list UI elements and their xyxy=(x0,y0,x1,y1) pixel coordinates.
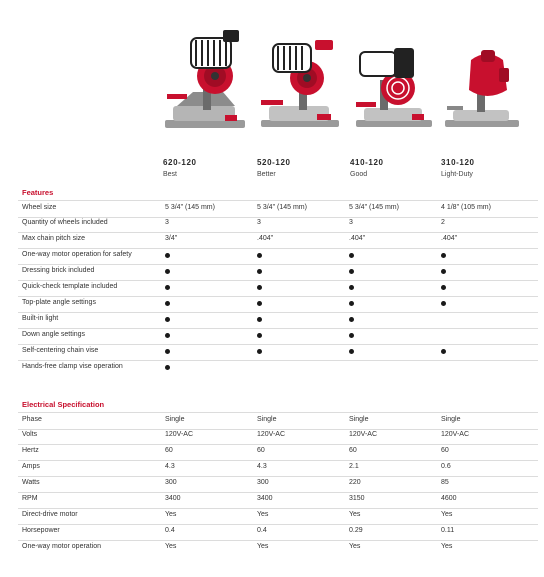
cell-value: .404" xyxy=(441,235,458,242)
cell-value: Single xyxy=(165,416,185,423)
product-grade: Best xyxy=(163,171,178,178)
cell-value: 120V-AC xyxy=(349,431,378,438)
product-model: 410-120 xyxy=(350,158,384,167)
cell-value: 120V-AC xyxy=(257,431,286,438)
table-row xyxy=(18,428,538,445)
product-model: 310-120 xyxy=(441,158,475,167)
row-label: Down angle settings xyxy=(22,331,86,338)
cell-value: 60 xyxy=(257,447,265,454)
row-label: Dressing brick included xyxy=(22,267,95,274)
cell-value: 3400 xyxy=(165,495,181,502)
row-label: Watts xyxy=(22,479,40,486)
cell-value: 0.6 xyxy=(441,463,451,470)
row-label: Horsepower xyxy=(22,527,60,534)
row-label: One-way motor operation for safety xyxy=(22,251,132,258)
table-row xyxy=(18,328,538,345)
table-row xyxy=(18,280,538,297)
feature-included-dot-icon xyxy=(165,285,170,290)
feature-included-dot-icon xyxy=(257,269,262,274)
cell-value: 4 1/8" (105 mm) xyxy=(441,204,491,211)
row-label: Amps xyxy=(22,463,40,470)
product-grade: Good xyxy=(350,171,368,178)
electrical-title: Electrical Specification xyxy=(22,400,105,409)
features-title: Features xyxy=(22,188,54,197)
table-row xyxy=(18,492,538,509)
feature-included-dot-icon xyxy=(441,269,446,274)
cell-value: Yes xyxy=(441,511,453,518)
chain-grinder-410-image xyxy=(350,20,442,142)
table-row xyxy=(18,264,538,281)
cell-value: 3150 xyxy=(349,495,365,502)
feature-included-dot-icon xyxy=(257,317,262,322)
table-row xyxy=(18,444,538,461)
feature-included-dot-icon xyxy=(257,285,262,290)
cell-value: 5 3/4" (145 mm) xyxy=(349,204,399,211)
table-row xyxy=(18,232,538,249)
cell-value: 0.4 xyxy=(257,527,267,534)
table-row xyxy=(18,360,538,376)
feature-included-dot-icon xyxy=(349,349,354,354)
feature-included-dot-icon xyxy=(349,285,354,290)
cell-value: Yes xyxy=(349,511,361,518)
cell-value: 2 xyxy=(441,219,445,226)
cell-value: 2.1 xyxy=(349,463,359,470)
cell-value: 120V-AC xyxy=(165,431,194,438)
cell-value: 5 3/4" (145 mm) xyxy=(257,204,307,211)
cell-value: 300 xyxy=(165,479,177,486)
table-row xyxy=(18,248,538,265)
row-label: Direct-drive motor xyxy=(22,511,78,518)
cell-value: 60 xyxy=(349,447,357,454)
table-row xyxy=(18,216,538,233)
table-row xyxy=(18,540,538,556)
product-model: 520-120 xyxy=(257,158,291,167)
feature-included-dot-icon xyxy=(257,349,262,354)
table-row xyxy=(18,344,538,361)
row-label: One-way motor operation xyxy=(22,543,101,550)
feature-included-dot-icon xyxy=(165,317,170,322)
cell-value: 0.11 xyxy=(441,527,455,534)
feature-included-dot-icon xyxy=(441,253,446,258)
feature-included-dot-icon xyxy=(257,301,262,306)
table-row xyxy=(18,312,538,329)
cell-value: .404" xyxy=(257,235,274,242)
cell-value: Single xyxy=(349,416,369,423)
product-header xyxy=(0,0,544,185)
cell-value: 3 xyxy=(165,219,169,226)
cell-value: 3/4" xyxy=(165,235,178,242)
row-label: Built-in light xyxy=(22,315,59,322)
feature-included-dot-icon xyxy=(165,253,170,258)
table-row xyxy=(18,460,538,477)
feature-included-dot-icon xyxy=(257,333,262,338)
cell-value: 4.3 xyxy=(257,463,267,470)
cell-value: 4.3 xyxy=(165,463,175,470)
cell-value: Yes xyxy=(349,543,361,550)
cell-value: 5 3/4" (145 mm) xyxy=(165,204,215,211)
feature-included-dot-icon xyxy=(349,317,354,322)
row-label: Volts xyxy=(22,431,38,438)
feature-included-dot-icon xyxy=(165,301,170,306)
row-label: Self-centering chain vise xyxy=(22,347,99,354)
feature-included-dot-icon xyxy=(349,269,354,274)
row-label: Phase xyxy=(22,416,42,423)
cell-value: 60 xyxy=(165,447,173,454)
product-grade: Light-Duty xyxy=(441,171,473,178)
cell-value: 60 xyxy=(441,447,449,454)
table-row xyxy=(18,524,538,541)
feature-included-dot-icon xyxy=(349,301,354,306)
table-row xyxy=(18,296,538,313)
table-row xyxy=(18,508,538,525)
feature-included-dot-icon xyxy=(165,333,170,338)
feature-included-dot-icon xyxy=(165,365,170,370)
product-model: 620-120 xyxy=(163,158,197,167)
row-label: Quick-check template included xyxy=(22,283,118,290)
cell-value: 0.4 xyxy=(165,527,175,534)
cell-value: 0.29 xyxy=(349,527,363,534)
cell-value: Single xyxy=(257,416,277,423)
row-label: Hertz xyxy=(22,447,39,454)
row-label: RPM xyxy=(22,495,38,502)
cell-value: 220 xyxy=(349,479,361,486)
cell-value: Yes xyxy=(441,543,453,550)
feature-included-dot-icon xyxy=(441,349,446,354)
cell-value: Single xyxy=(441,416,461,423)
row-label: Hands-free clamp vise operation xyxy=(22,363,123,370)
product-grade: Better xyxy=(257,171,276,178)
chain-grinder-620-image xyxy=(163,20,255,142)
cell-value: 3400 xyxy=(257,495,273,502)
chain-grinder-520-image xyxy=(257,20,349,142)
cell-value: .404" xyxy=(349,235,366,242)
cell-value: Yes xyxy=(257,543,269,550)
feature-included-dot-icon xyxy=(441,301,446,306)
cell-value: 300 xyxy=(257,479,269,486)
feature-included-dot-icon xyxy=(165,269,170,274)
row-label: Quantity of wheels included xyxy=(22,219,108,226)
cell-value: 3 xyxy=(257,219,261,226)
cell-value: 85 xyxy=(441,479,449,486)
cell-value: Yes xyxy=(257,511,269,518)
cell-value: 4600 xyxy=(441,495,457,502)
feature-included-dot-icon xyxy=(349,333,354,338)
row-label: Top-plate angle settings xyxy=(22,299,96,306)
feature-included-dot-icon xyxy=(349,253,354,258)
cell-value: Yes xyxy=(165,511,177,518)
feature-included-dot-icon xyxy=(257,253,262,258)
cell-value: 120V-AC xyxy=(441,431,470,438)
row-label: Max chain pitch size xyxy=(22,235,86,242)
row-label: Wheel size xyxy=(22,204,57,211)
table-row xyxy=(18,476,538,493)
chain-grinder-310-image xyxy=(441,20,533,142)
cell-value: 3 xyxy=(349,219,353,226)
cell-value: Yes xyxy=(165,543,177,550)
feature-included-dot-icon xyxy=(165,349,170,354)
feature-included-dot-icon xyxy=(441,285,446,290)
